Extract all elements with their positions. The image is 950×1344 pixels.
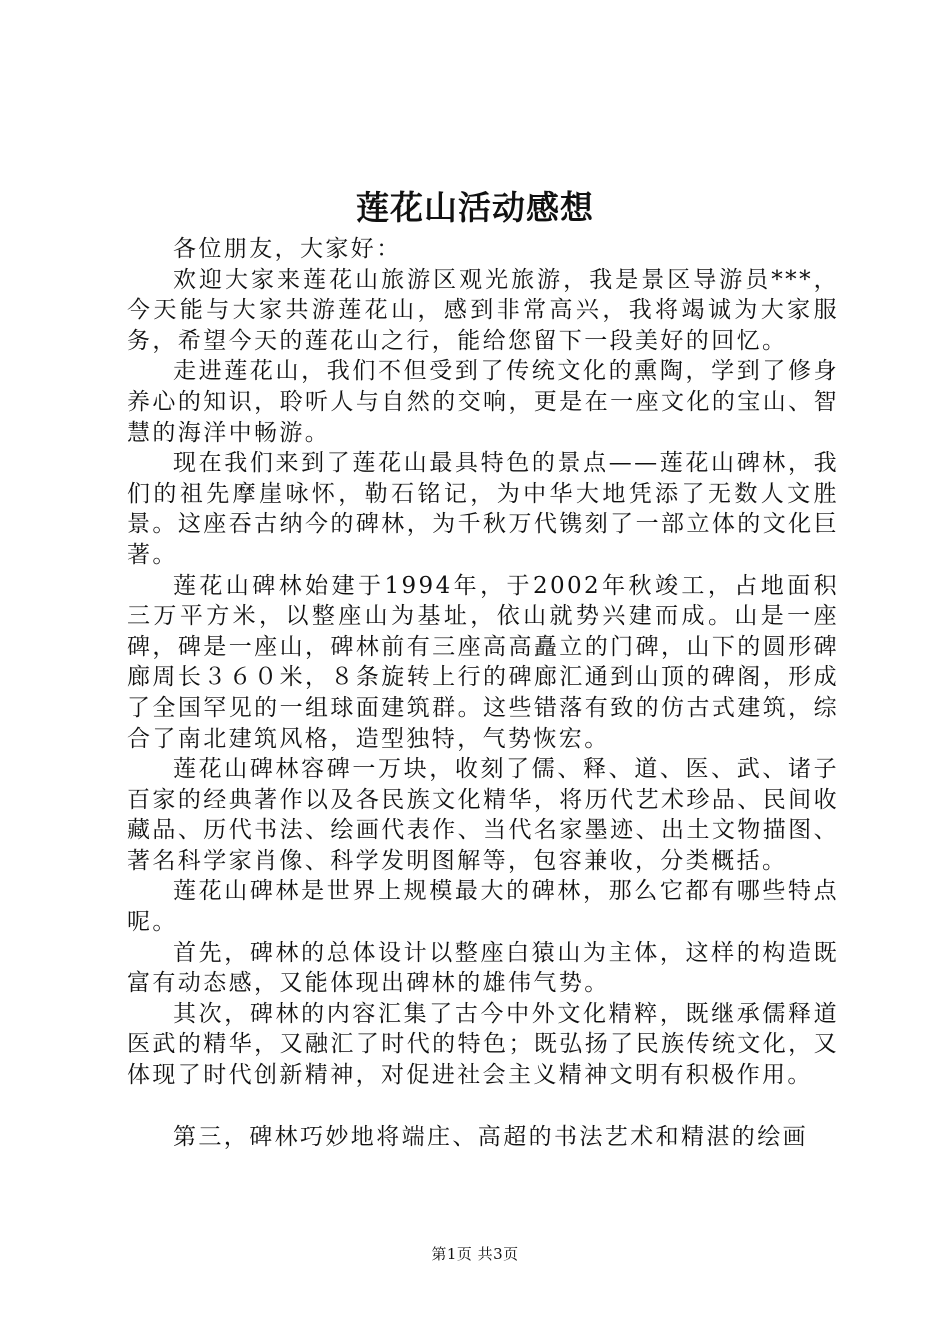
paragraph-construction: 莲花山碑林始建于1994年，于2002年秋竣工，占地面积三万平方米，以整座山为基址，依山就势兴建而成。山是一座碑，碑是一座山，碑林前有三座高高矗立的门碑，山下的圆形碑廊周长３６０米，８条旋转上行的碑廊汇通到山顶的碑阁，形成了全国罕见的一组球面建筑群。这些错落有致的仿古式建筑，综合了南北建筑风格，造型独特，气势恢宏。 — [127, 572, 839, 752]
page-title: 莲花山活动感想 — [356, 188, 594, 227]
document-body — [127, 234, 839, 1152]
page-footer: 第1页 共3页 — [431, 1245, 519, 1263]
paragraph-welcome: 欢迎大家来莲花山旅游区观光旅游，我是景区导游员***，今天能与大家共游莲花山，感到非常高兴，我将竭诚为大家服务，希望今天的莲花山之行，能给您留下一段美好的回忆。 — [127, 266, 839, 354]
paragraph-third: 第三，碑林巧妙地将端庄、高超的书法艺术和精湛的绘画 — [173, 1123, 808, 1150]
paragraph-second: 其次，碑林的内容汇集了古今中外文化精粹，既继承儒释道医武的精华，又融汇了时代的特色；既弘扬了民族传统文化，又体现了时代创新精神，对促进社会主义精神文明有积极作用。 — [127, 1000, 839, 1089]
paragraph-features-question: 莲花山碑林是世界上规模最大的碑林，那么它都有哪些特点呢。 — [127, 878, 839, 936]
paragraph-entering: 走进莲花山，我们不但受到了传统文化的熏陶，学到了修身养心的知识，聆听人与自然的交响，更是在一座文化的宝山、智慧的海洋中畅游。 — [127, 358, 839, 446]
paragraph-collection: 莲花山碑林容碑一万块，收刻了儒、释、道、医、武、诸子百家的经典著作以及各民族文化精华，将历代艺术珍品、民间收藏品、历代书法、绘画代表作、当代名家墨迹、出土文物描图、著名科学家肖像、科学发明图解等，包容兼收，分类概括。 — [127, 756, 839, 874]
paragraph-stele-forest: 现在我们来到了莲花山最具特色的景点——莲花山碑林，我们的祖先摩崖咏怀，勒石铭记，为中华大地凭添了无数人文胜景。这座吞古纳今的碑林，为千秋万代镌刻了一部立体的文化巨著。 — [127, 450, 839, 568]
paragraph-greeting: 各位朋友，大家好： — [173, 236, 402, 262]
paragraph-first: 首先，碑林的总体设计以整座白猿山为主体，这样的构造既富有动态感，又能体现出碑林的雄伟气势。 — [127, 939, 839, 997]
